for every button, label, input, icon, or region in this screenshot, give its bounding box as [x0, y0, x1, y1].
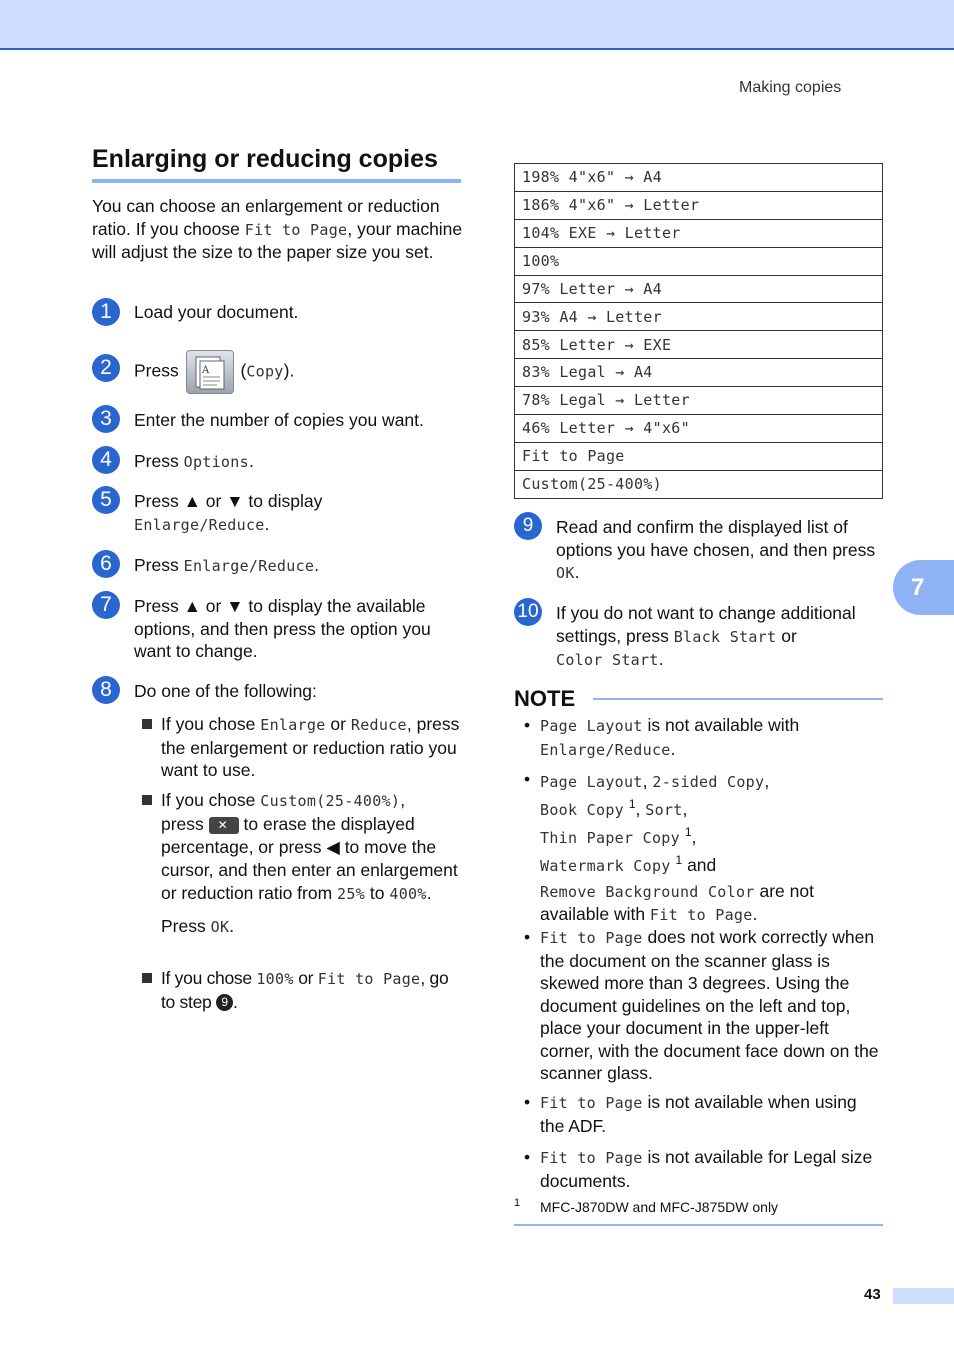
table-row: Fit to Page: [515, 442, 883, 470]
svg-text:A: A: [201, 365, 209, 376]
step-1: 1 Load your document.: [92, 298, 464, 324]
note-item: • Fit to Page does not work correctly when the document on the scanner glass is skewed more than 3 degrees. Using the document guidelines on the left and top, place your document in the upper-left corner, with the document face down on the scanner glass.: [524, 927, 879, 1083]
step-4: 4 Press Options.: [92, 446, 464, 474]
table-row: 78% Legal → Letter: [515, 387, 883, 415]
step-number: 4: [92, 446, 120, 474]
step-number: 5: [92, 486, 120, 514]
step-number: 6: [92, 550, 120, 578]
step-number: 9: [514, 512, 542, 540]
step-number: 3: [92, 405, 120, 433]
copy-icon: [186, 350, 234, 394]
step-10: 10 If you do not want to change additional settings, press Black Start or Color Start.: [514, 598, 883, 672]
note-item: • Page Layout, 2-sided Copy, Book Copy $^1$, Sort, Thin Paper Copy $^1$, Watermark Copy $^1$ and Remove Background Color are not available with Fit to Page.: [524, 769, 814, 924]
top-banner: [0, 0, 954, 50]
step-number: 10: [514, 598, 542, 626]
step-number: 1: [92, 298, 120, 326]
list-item: If you chose 100% or Fit to Page, go to step 9 .: [142, 967, 464, 1013]
footnote: 1 MFC-J870DW and MFC-J875DW only: [514, 1198, 883, 1226]
chapter-tab: 7: [893, 560, 954, 615]
table-row: 85% Letter → EXE: [515, 331, 883, 359]
step-number: 2: [92, 354, 120, 382]
page-number-bar: [893, 1288, 954, 1304]
note-item: • Fit to Page is not available for Legal size documents.: [524, 1147, 873, 1191]
table-row: 83% Legal → A4: [515, 359, 883, 387]
list-item: If you chose Enlarge or Reduce, press the enlargement or reduction ratio you want to use.: [142, 713, 464, 782]
step-6: 6 Press Enlarge/Reduce.: [92, 550, 464, 578]
step-reference: 9: [216, 994, 233, 1011]
note-heading: NOTE: [514, 686, 576, 711]
table-row: 186% 4"x6" → Letter: [515, 191, 883, 219]
table-row: 104% EXE → Letter: [515, 219, 883, 247]
intro-paragraph: You can choose an enlargement or reduction ratio. If you choose Fit to Page, your machine will adjust the size to the paper size you set.: [92, 196, 463, 262]
square-bullet-icon: [142, 795, 152, 805]
square-bullet-icon: [142, 719, 152, 729]
step-9: 9 Read and confirm the displayed list of options you have chosen, and then press OK.: [514, 512, 883, 585]
running-head: Making copies: [739, 79, 842, 96]
table-row: 100%: [515, 247, 883, 275]
note-rule: [593, 698, 883, 700]
step-5: 5 Press ▲ or ▼ to display Enlarge/Reduce.: [92, 486, 464, 536]
step-3: 3 Enter the number of copies you want.: [92, 405, 464, 432]
list-item: If you chose Custom(25-400%), press ✕ to erase the displayed percentage, or press ◀ to move the cursor, and then enter an enlargement or reduction ratio from 25% to 400%. Press OK.: [142, 789, 464, 939]
table-row: 46% Letter → 4"x6": [515, 415, 883, 443]
note-item: • Page Layout is not available with Enlarge/Reduce.: [524, 715, 800, 759]
table-row: Custom(25-400%): [515, 470, 883, 498]
table-row: 198% 4"x6" → A4: [515, 164, 883, 192]
page-number: 43: [864, 1286, 881, 1303]
step-7: 7 Press ▲ or ▼ to display the available options, and then press the option you want to change.: [92, 591, 464, 663]
table-row: 97% Letter → A4: [515, 275, 883, 303]
square-bullet-icon: [142, 973, 152, 983]
step-8: 8 Do one of the following:: [92, 676, 464, 703]
clear-key-icon: [209, 817, 239, 834]
options-table: [514, 163, 883, 499]
step-number: 7: [92, 591, 120, 619]
step-2: 2 Press A (Copy).: [92, 354, 464, 394]
section-title: Enlarging or reducing copies: [92, 143, 461, 183]
step-number: 8: [92, 676, 120, 704]
note-item: • Fit to Page is not available when using the ADF.: [524, 1092, 857, 1136]
table-row: 93% A4 → Letter: [515, 303, 883, 331]
